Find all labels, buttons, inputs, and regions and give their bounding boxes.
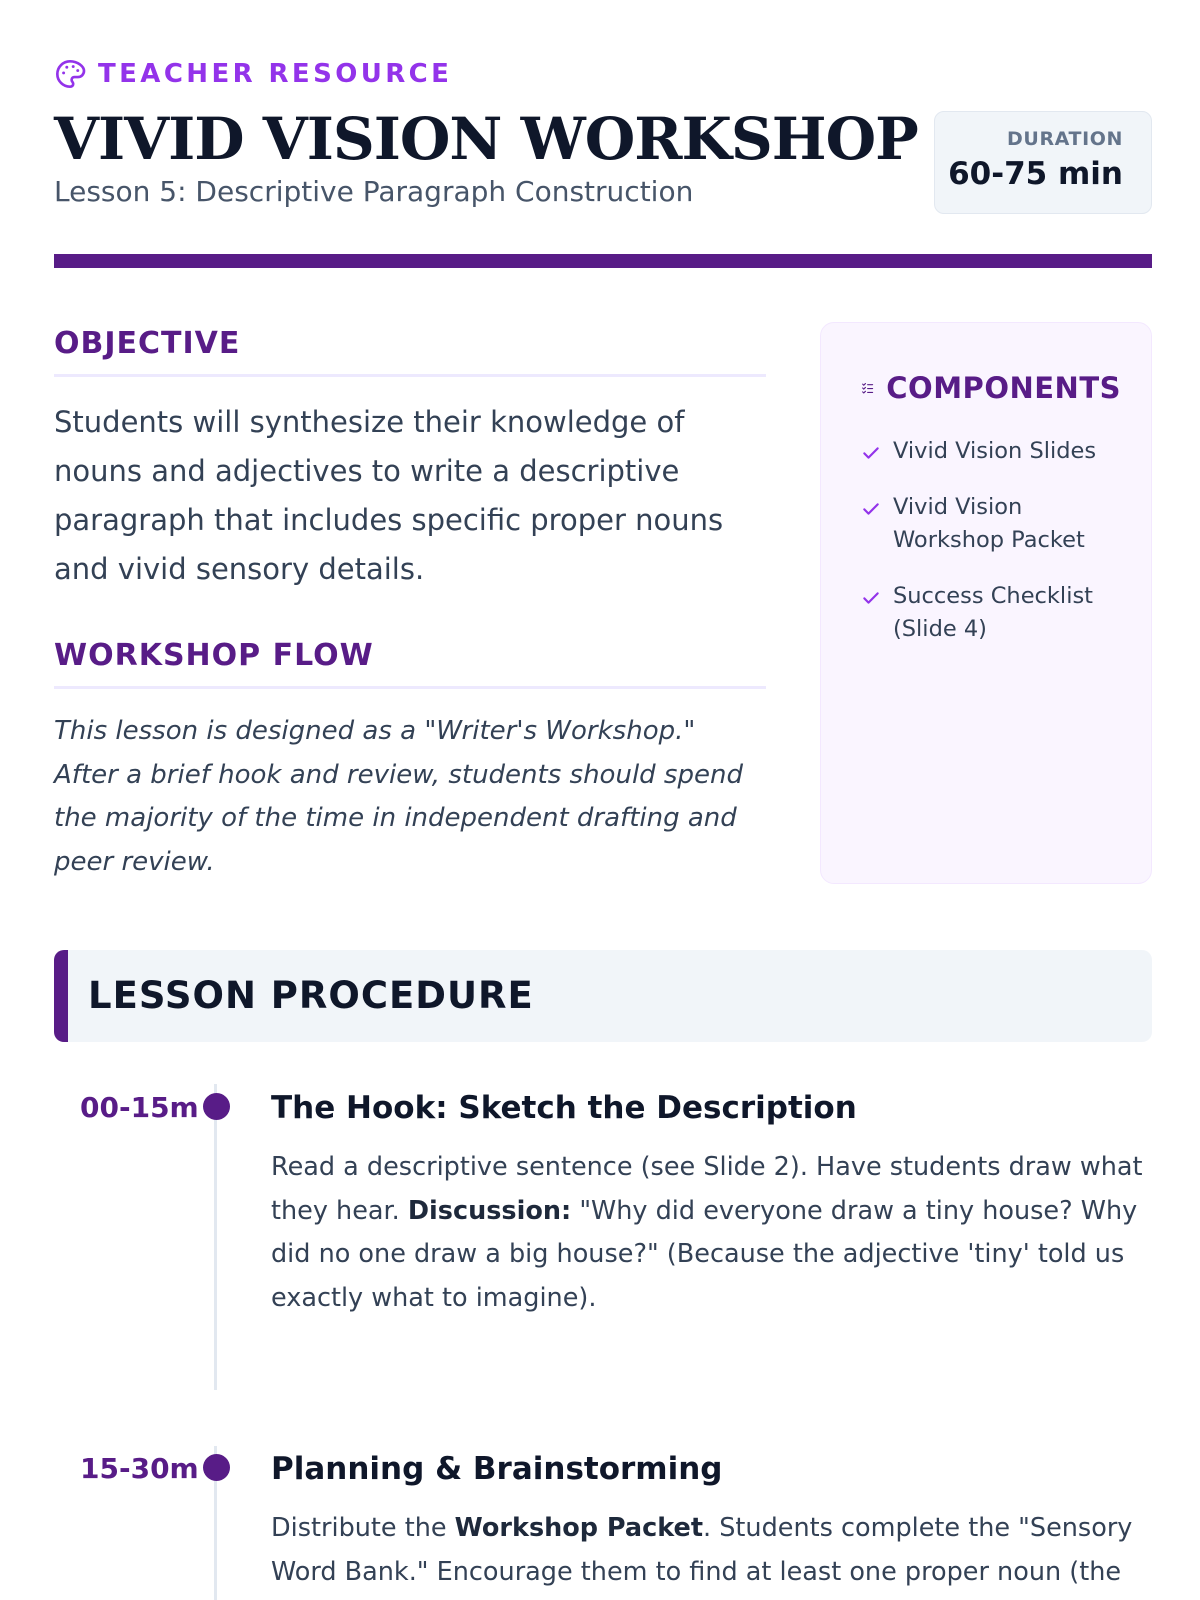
step-description [271, 1507, 1151, 1594]
components-card [820, 322, 1152, 884]
workshop-flow-heading: WORKSHOP FLOW [54, 636, 766, 689]
eyebrow [54, 58, 452, 90]
components-title: COMPONENTS [886, 371, 1121, 405]
components-header [861, 369, 1121, 407]
procedure-title: LESSON PROCEDURE [88, 974, 534, 1017]
lesson-plan-page [54, 0, 1152, 1600]
duration-label: DURATION [1007, 128, 1123, 150]
list-item [861, 580, 1121, 646]
objective-heading: OBJECTIVE [54, 324, 766, 377]
objective-text: Students will synthesize their knowledge of nouns and adjectives to write a descriptive paragraph that includes specific proper nouns and vivid sensory details. [54, 405, 724, 586]
step-text-part: Distribute the [271, 1513, 455, 1543]
check-icon [861, 588, 881, 608]
duration-value: 60-75 min [948, 156, 1123, 192]
check-icon [861, 443, 881, 463]
step-text-emphasis: Discussion: [407, 1195, 572, 1226]
step-title: Planning & Brainstorming [271, 1451, 723, 1487]
components-list [861, 435, 1121, 646]
step-body [271, 1449, 1151, 1594]
component-label: Vivid Vision Slides [893, 438, 1097, 464]
page-title: VIVID VISION WORKSHOP [54, 105, 918, 173]
palette-icon [54, 58, 86, 90]
component-label: Success Checklist (Slide 4) [893, 583, 1093, 642]
timeline-dot [203, 1454, 230, 1481]
check-icon [861, 499, 881, 519]
header-divider [54, 254, 1152, 268]
step-description [271, 1146, 1151, 1320]
timeline-dot [203, 1093, 230, 1120]
checklist-icon [861, 377, 874, 399]
step-body [271, 1088, 1151, 1320]
eyebrow-label: TEACHER RESOURCE [98, 59, 453, 89]
step-text-emphasis: Workshop Packet [454, 1513, 704, 1543]
workshop-flow-text: This lesson is designed as a "Writer's Workshop." After a brief hook and review, students should spend the majority of the time in independent drafting and peer review. [54, 716, 743, 877]
step-title: The Hook: Sketch the Description [271, 1090, 857, 1126]
list-item [861, 491, 1121, 557]
step-text-part: "Why did everyone draw a tiny house? Why did no one draw a big house?" (Because the adjective 'tiny' told us exactly what to imagine). [271, 1195, 1138, 1313]
component-label: Vivid Vision Workshop Packet [893, 494, 1085, 553]
step-text-part: Read a descriptive sentence (see Slide 2). Have students draw what they hear. [271, 1152, 1143, 1226]
duration-badge [934, 111, 1152, 214]
timeline-line [214, 1084, 217, 1390]
step-time: 15-30m [80, 1452, 199, 1485]
step-text-part: . Students complete the "Sensory Word Bank." Encourage them to find at least one proper noun (the [271, 1513, 1133, 1587]
list-item [861, 435, 1121, 468]
procedure-header [54, 950, 1152, 1042]
step-time: 00-15m [80, 1091, 199, 1124]
page-subtitle: Lesson 5: Descriptive Paragraph Construction [54, 175, 694, 208]
